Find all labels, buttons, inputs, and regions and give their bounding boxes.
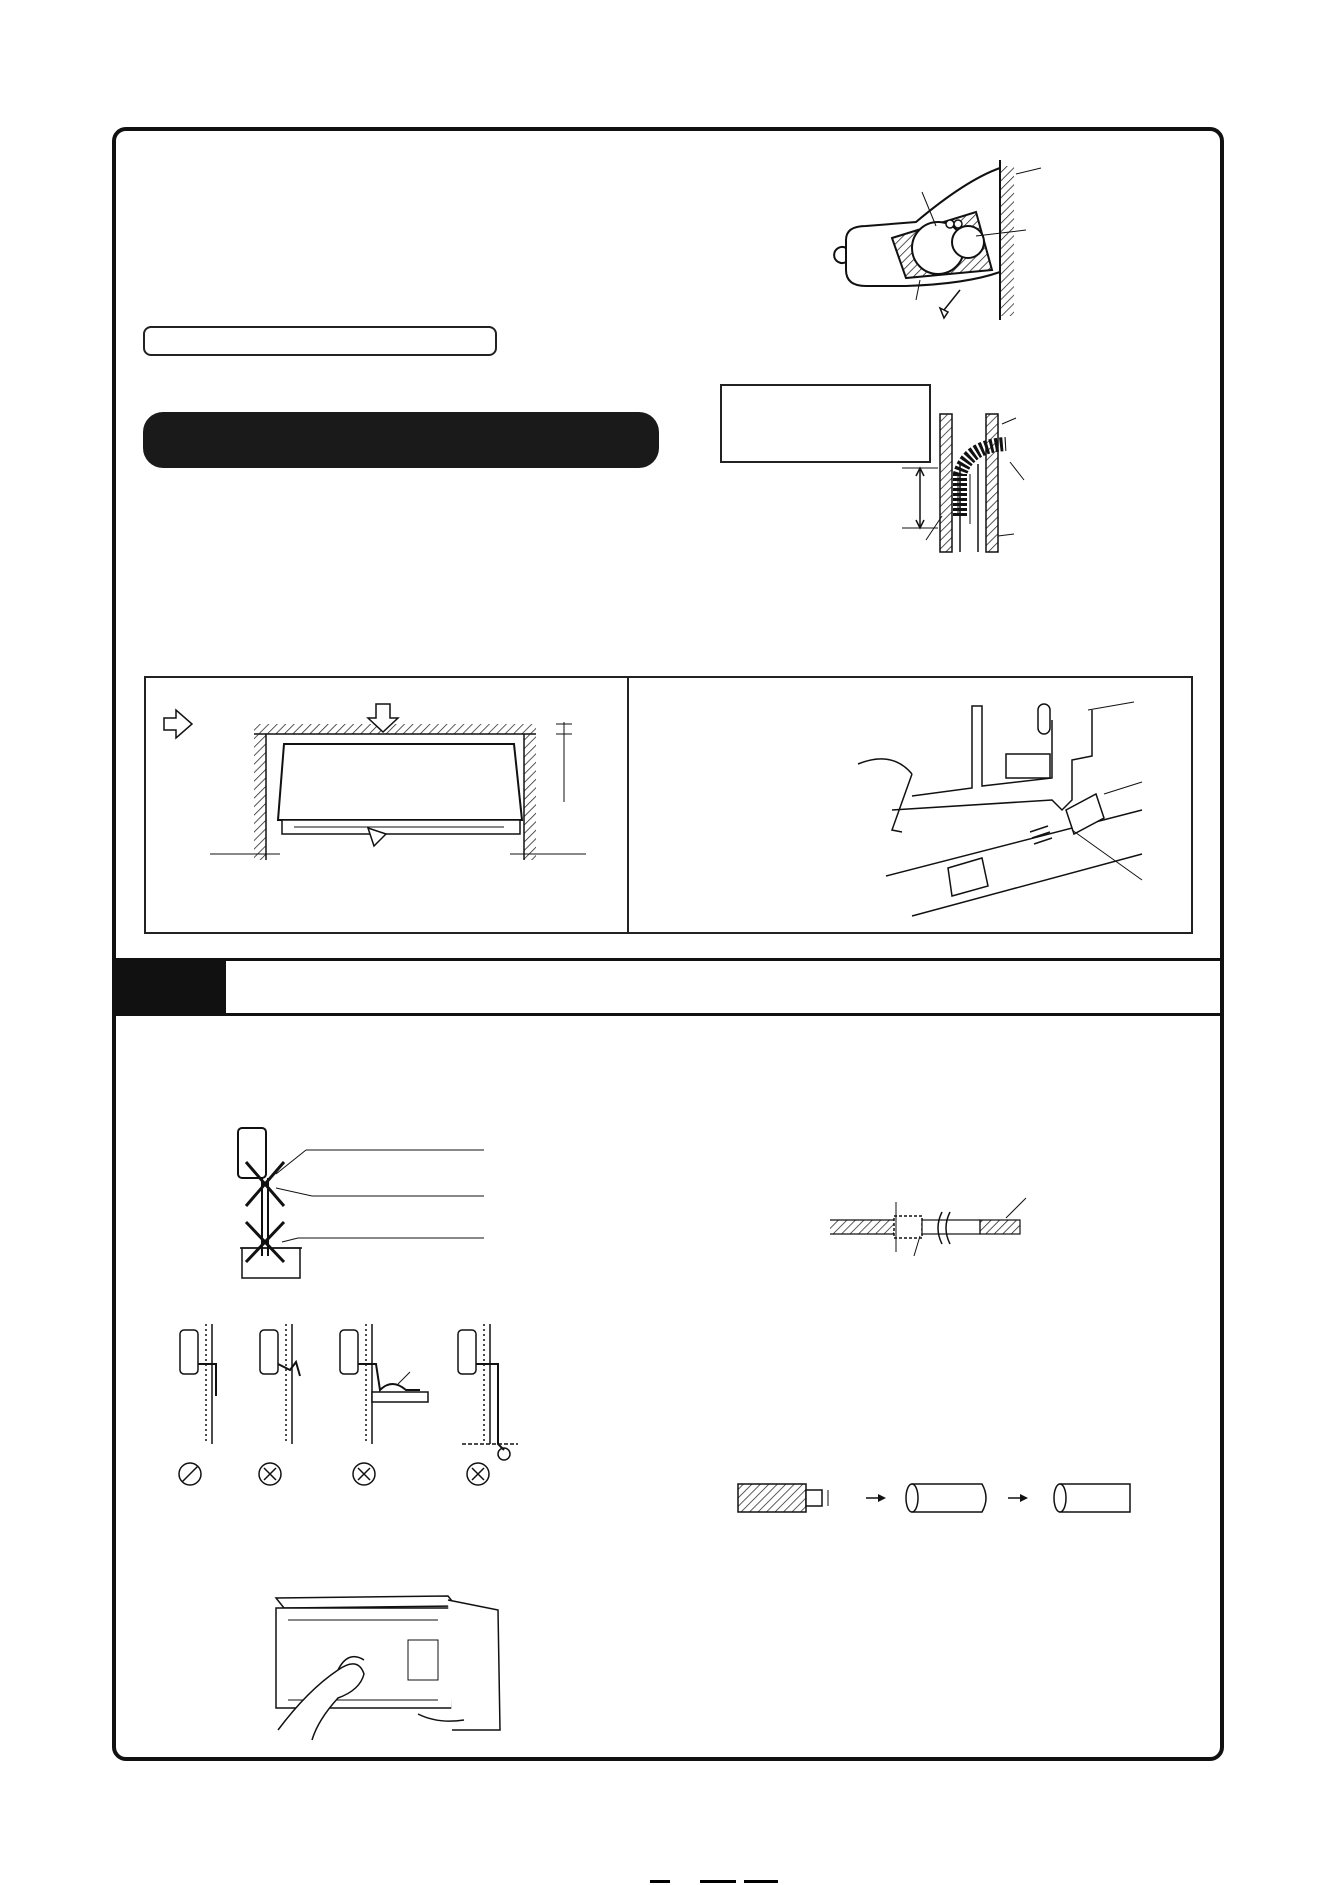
bottom-edge-mark	[650, 1880, 670, 1883]
drain-example-ok	[179, 1324, 216, 1485]
mounting-plate-figure	[852, 690, 1152, 926]
drain-example-bad-3	[458, 1324, 518, 1485]
indoor-unit-top-figure	[826, 160, 1056, 320]
drain-example-bad-2	[340, 1324, 428, 1485]
bottom-edge-mark	[744, 1880, 778, 1883]
arrow-right-icon	[164, 710, 192, 738]
hose-insulation-figure	[830, 1194, 1050, 1264]
wall-sleeve-figure	[898, 404, 1038, 564]
heading-pill	[143, 326, 497, 356]
panel-divider	[627, 676, 629, 934]
section-bar	[112, 958, 1224, 1016]
drain-example-bad-1	[259, 1324, 300, 1485]
section-tab	[112, 958, 226, 1016]
filter-removal-figure	[268, 1590, 508, 1744]
front-clearance-figure	[154, 694, 594, 870]
drain-routing-figure	[160, 1324, 550, 1490]
hose-steps-figure	[738, 1472, 1138, 1532]
drain-water-figure	[232, 1122, 492, 1282]
section-banner	[143, 412, 659, 468]
bottom-edge-mark	[700, 1880, 736, 1883]
